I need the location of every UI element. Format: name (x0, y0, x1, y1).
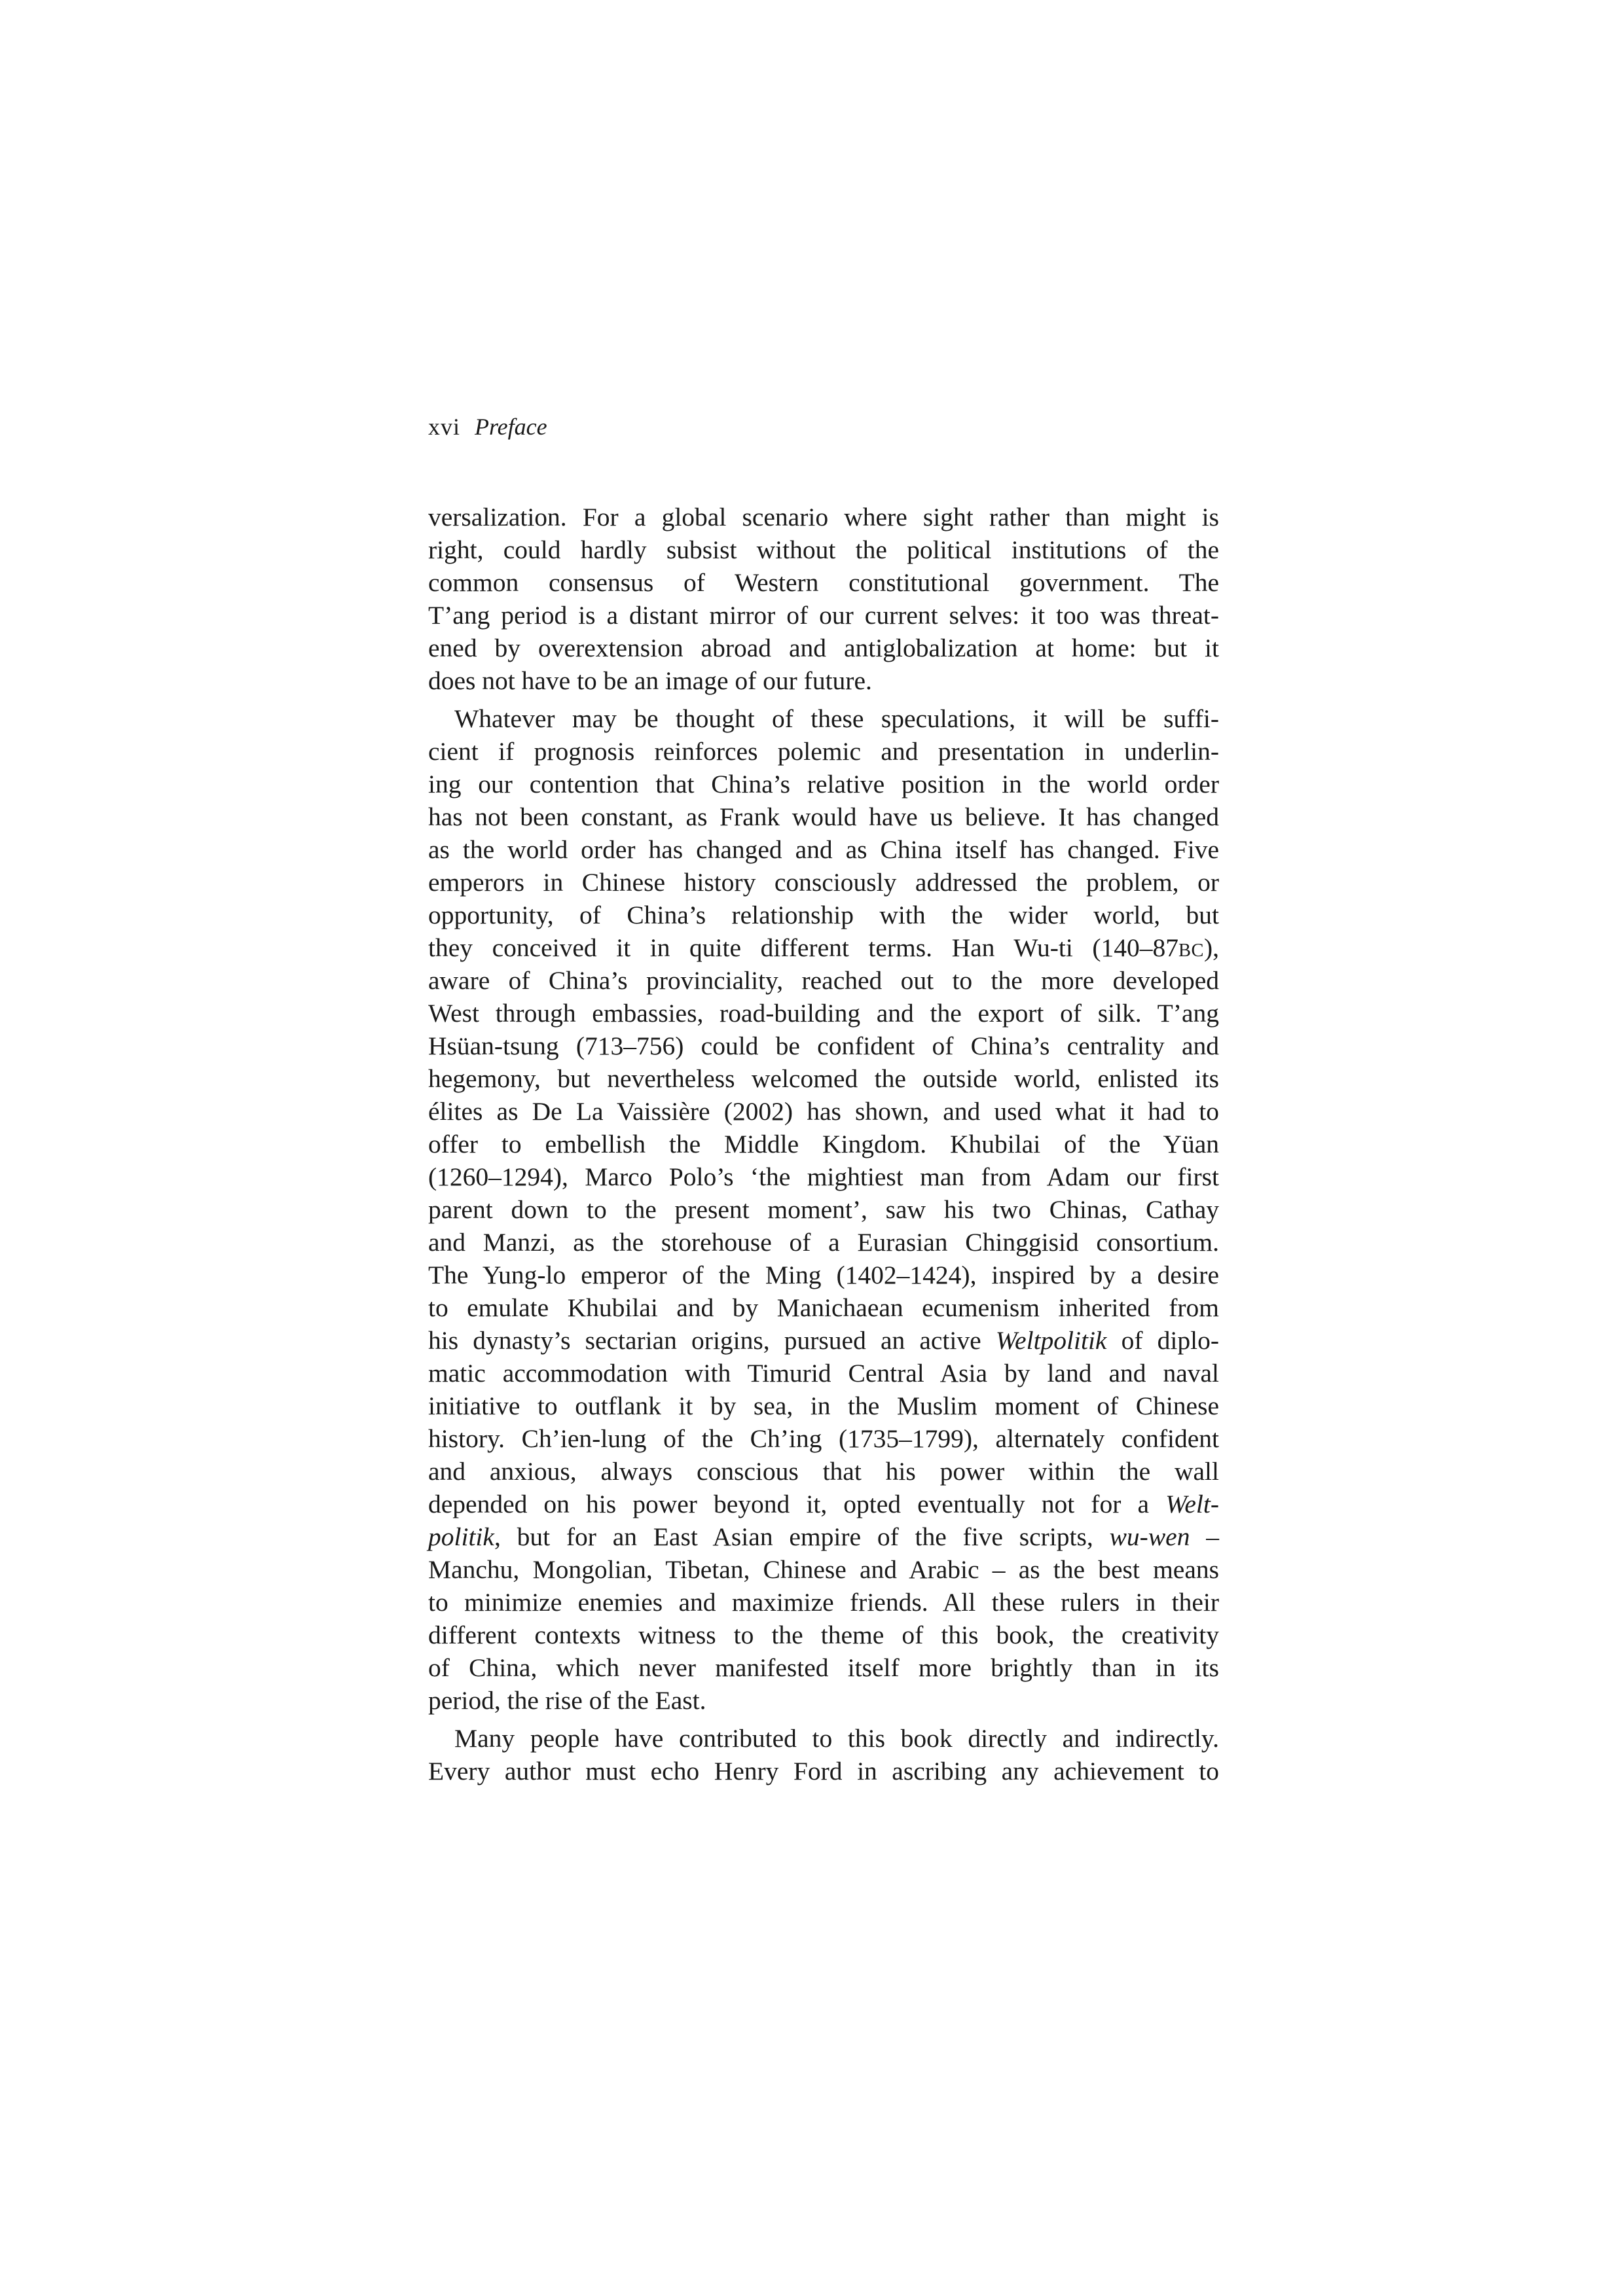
text-line: T’ang period is a distant mirror of our current selves: it too was threat- (428, 601, 1219, 630)
text-line: to emulate Khubilai and by Manichaean ecumenism inherited from (428, 1293, 1219, 1322)
text-line: offer to embellish the Middle Kingdom. Khubilai of the Yüan (428, 1130, 1219, 1158)
text-line: élites as De La Vaissière (2002) has shown, and used what it had to (428, 1097, 1219, 1126)
text-line (428, 931, 1219, 964)
text-fragment: , but for an East Asian empire of the five scripts, (494, 1522, 1110, 1551)
text-fragment: his dynasty’s sectarian origins, pursued an active (428, 1326, 996, 1355)
page-number: xvi (428, 414, 461, 440)
text-line: initiative to outflank it by sea, in the Muslim moment of Chinese (428, 1391, 1219, 1420)
italic-term: Welt- (1165, 1490, 1219, 1518)
text-line: common consensus of Western constitutional government. The (428, 568, 1219, 597)
text-line: Whatever may be thought of these speculations, it will be suffi- (454, 704, 1219, 733)
paragraph-2 (428, 702, 1219, 1717)
running-head (428, 412, 547, 441)
text-fragment: of diplo- (1106, 1326, 1219, 1355)
text-line: period, the rise of the East. (428, 1686, 706, 1715)
text-line: Every author must echo Henry Ford in ascribing any achievement to (428, 1757, 1219, 1785)
text-fragment: they conceived it in quite different terms. Han Wu-ti (140–87 (428, 933, 1179, 962)
text-line: different contexts witness to the theme of this book, the creativity (428, 1621, 1219, 1649)
text-line (428, 1488, 1219, 1520)
text-line: and Manzi, as the storehouse of a Eurasian Chinggisid consortium. (428, 1228, 1219, 1257)
text-line: right, could hardly subsist without the political institutions of the (428, 535, 1219, 564)
body-text (428, 501, 1219, 1787)
text-line: versalization. For a global scenario where sight rather than might is (428, 503, 1219, 531)
text-line: emperors in Chinese history consciously addressed the problem, or (428, 868, 1219, 897)
text-line: Hsüan-tsung (713–756) could be confident of China’s centrality and (428, 1031, 1219, 1060)
paragraph-3 (428, 1722, 1219, 1787)
text-line: parent down to the present moment’, saw his two Chinas, Cathay (428, 1195, 1219, 1224)
text-line: to minimize enemies and maximize friends. All these rulers in their (428, 1588, 1219, 1617)
text-line: opportunity, of China’s relationship with the wider world, but (428, 901, 1219, 929)
text-line: aware of China’s provinciality, reached out to the more developed (428, 966, 1219, 995)
text-line: ened by overextension abroad and antiglobalization at home: but it (428, 634, 1219, 662)
text-line: as the world order has changed and as China itself has changed. Five (428, 835, 1219, 864)
text-line: matic accommodation with Timurid Central Asia by land and naval (428, 1359, 1219, 1388)
text-line (428, 1324, 1219, 1357)
text-line: ing our contention that China’s relative position in the world order (428, 770, 1219, 798)
text-fragment: depended on his power beyond it, opted eventually not for a (428, 1490, 1166, 1518)
text-line: Manchu, Mongolian, Tibetan, Chinese and Arabic – as the best means (428, 1555, 1219, 1584)
text-line: does not have to be an image of our future. (428, 666, 872, 695)
text-line: Many people have contributed to this book directly and indirectly. (454, 1724, 1219, 1753)
text-line: history. Ch’ien-lung of the Ch’ing (1735–1799), alternately confident (428, 1424, 1219, 1453)
text-fragment: ), (1203, 933, 1219, 962)
text-line: (1260–1294), Marco Polo’s ‘the mightiest man from Adam our first (428, 1162, 1219, 1191)
running-head-section: Preface (475, 414, 547, 440)
text-line: The Yung-lo emperor of the Ming (1402–1424), inspired by a desire (428, 1261, 1219, 1289)
italic-term: Weltpolitik (995, 1326, 1107, 1355)
text-line: hegemony, but nevertheless welcomed the outside world, enlisted its (428, 1064, 1219, 1093)
text-line: has not been constant, as Frank would have us believe. It has changed (428, 802, 1219, 831)
text-line: of China, which never manifested itself more brightly than in its (428, 1653, 1219, 1682)
text-line: and anxious, always conscious that his power within the wall (428, 1457, 1219, 1486)
small-caps-era: BC (1178, 941, 1204, 961)
text-fragment: – (1190, 1522, 1219, 1551)
text-line (428, 1520, 1219, 1553)
text-line: West through embassies, road-building and the export of silk. T’ang (428, 999, 1219, 1028)
italic-term: wu-wen (1109, 1522, 1190, 1551)
paragraph-1 (428, 501, 1219, 697)
text-line: cient if prognosis reinforces polemic and presentation in underlin- (428, 737, 1219, 766)
italic-term: politik (428, 1522, 494, 1551)
